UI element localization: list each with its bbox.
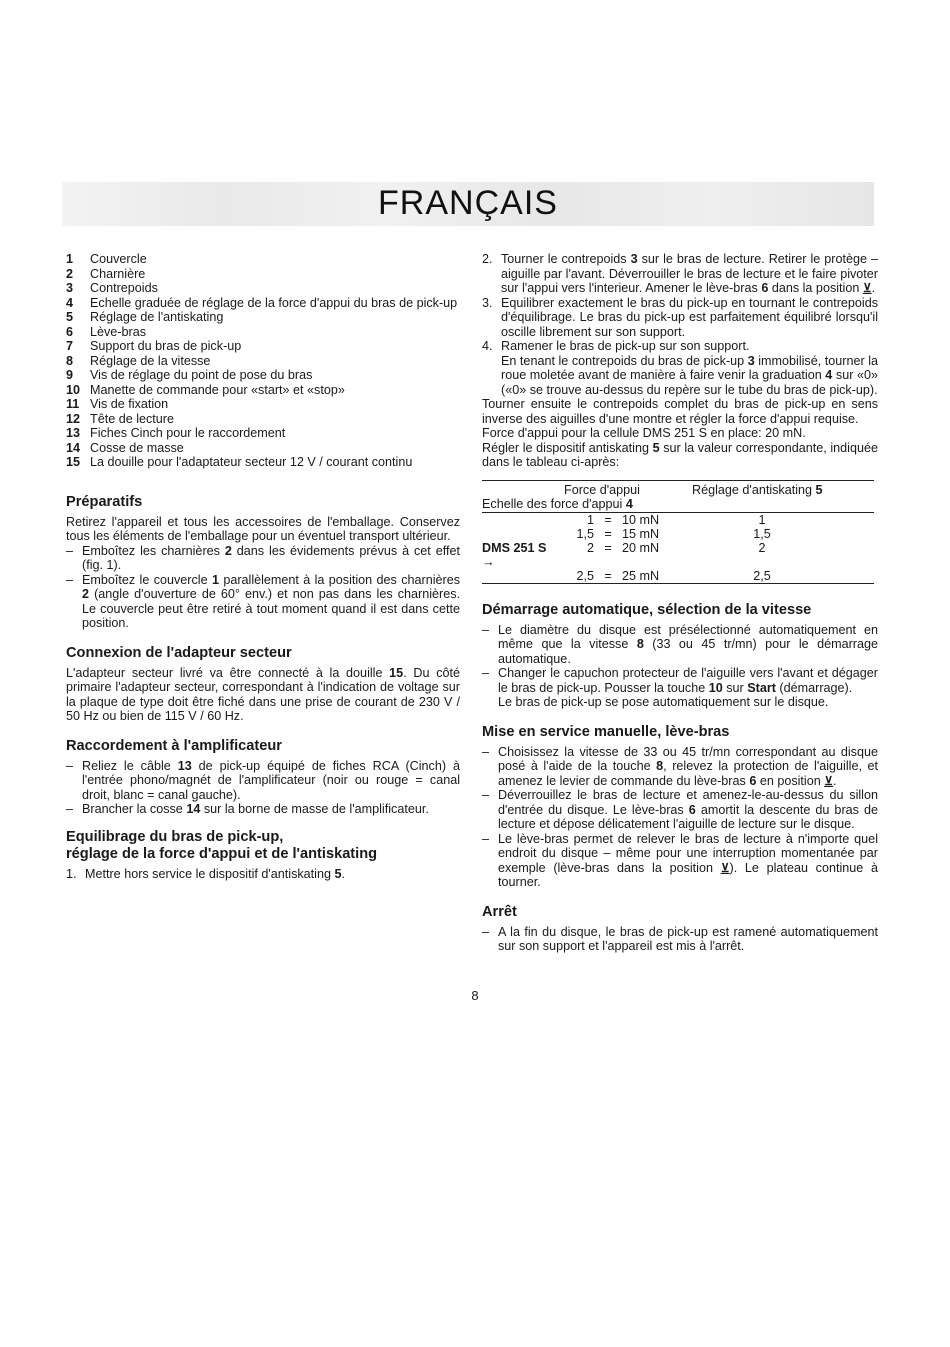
- step-number: 1.: [66, 866, 77, 881]
- text: Ramener le bras de pick-up sur son support.: [501, 339, 750, 353]
- header-line: Echelle des force d'appui: [482, 496, 626, 511]
- table-row: [482, 513, 874, 527]
- part-number: 12: [66, 411, 81, 426]
- ref-number: 5: [334, 866, 342, 881]
- part-label: Contrepoids: [90, 281, 158, 295]
- part-label: Charnière: [90, 266, 146, 281]
- dash-bullet: –: [66, 543, 74, 558]
- right-column: [482, 252, 878, 954]
- text: Reliez le câble: [82, 758, 178, 773]
- text: Déverrouillez le bras de lecture et amenez-le-au-dessus du sillon d'entrée du disque. Le lève-bras: [498, 788, 878, 817]
- cell-antiskating: 1: [758, 512, 766, 527]
- text: , relevez la protection de l'aiguille, et amenez le levier de commande du lève-bras: [498, 759, 878, 788]
- part-number: 13: [66, 426, 81, 440]
- list-item: [482, 788, 878, 832]
- table-row: [482, 527, 874, 541]
- text: Le diamètre du disque est présélectionné automatiquement en même que la vitesse: [498, 622, 878, 651]
- equilibrage-steps-left: [66, 867, 460, 882]
- table-header: [482, 481, 874, 513]
- manuelle-list: [482, 745, 878, 890]
- text: Brancher la cosse: [82, 802, 187, 816]
- ref-number: 8: [636, 637, 644, 651]
- text: de pick-up équipé de fiches RCA (Cinch) à l'entrée phono/magnét de l'amplificateur (noir ou rouge = canal droit, blanc = canal gauche).: [82, 758, 460, 802]
- demarrage-list: [482, 623, 878, 710]
- heading-line: réglage de la force d'appui et de l'antiskating: [66, 845, 378, 862]
- ref-number: 2: [82, 587, 90, 601]
- step-number: 3.: [482, 295, 493, 310]
- dash-bullet: –: [482, 788, 490, 802]
- equilibrage-para: Force d'appui pour la cellule DMS 251 S en place: 20 mN.: [482, 426, 806, 440]
- text: (33 ou 45 tr/mn) pour le démarrage automatique.: [498, 637, 878, 666]
- text: (angle d'ouverture de 60° env.) et non pas dans les charnières. Le couvercle peut être retiré à tout moment quand il est dans cette position.: [82, 587, 460, 630]
- cell-antiskating: 2,5: [753, 568, 771, 583]
- part-number: 5: [66, 310, 74, 324]
- cell-eq: =: [604, 526, 612, 541]
- section-heading-raccordement: Raccordement à l'amplificateur: [66, 737, 282, 754]
- part-label: Cosse de masse: [90, 440, 184, 455]
- row-label: [482, 527, 556, 541]
- parts-list: [66, 252, 460, 470]
- part-label: Réglage de l'antiskating: [90, 310, 224, 324]
- part-label: Vis de fixation: [90, 397, 169, 411]
- text: Mettre hors service le dispositif d'antiskating: [85, 866, 335, 881]
- section-heading-demarrage: Démarrage automatique, sélection de la vitesse: [482, 601, 812, 618]
- text: .: [341, 866, 346, 881]
- arret-list: [482, 925, 878, 954]
- list-item: [66, 267, 460, 282]
- part-number: 14: [66, 440, 81, 455]
- list-item: [66, 339, 460, 354]
- text: ). Le plateau continue à tourner.: [498, 860, 878, 889]
- part-number: 15: [66, 455, 81, 469]
- preparatifs-list: [66, 544, 460, 631]
- row-label: [482, 513, 556, 527]
- list-item: [66, 455, 460, 470]
- text: sur la valeur correspondante, indiquée dans le tableau ci-après:: [482, 440, 878, 469]
- header-line: Force d'appui: [564, 482, 640, 497]
- list-item: [66, 296, 460, 311]
- text: Le bras de pick-up se pose automatiquement sur le disque.: [498, 695, 829, 709]
- text: Equilibrer exactement le bras du pick-up en tournant le contrepoids d'équilibrage. Le bras du pick-up est parfaitement équilibré lorsqu'il oscille librement sur son support.: [501, 295, 878, 339]
- text: En tenant le contrepoids du bras de pick-up: [501, 353, 748, 368]
- dash-bullet: –: [66, 572, 74, 587]
- page-number: 8: [471, 988, 479, 1003]
- list-item: [66, 759, 460, 803]
- ref-number: 13: [177, 758, 192, 773]
- section-heading-preparatifs: Préparatifs: [66, 493, 143, 510]
- arm-lift-down-icon: ⊻: [720, 860, 730, 875]
- list-item: [66, 354, 460, 369]
- table-row: [482, 541, 874, 569]
- list-item: [482, 252, 878, 296]
- part-number: 6: [66, 324, 74, 339]
- ref-number: 10: [708, 680, 723, 695]
- section-heading-connexion: Connexion de l'adapteur secteur: [66, 644, 292, 661]
- column-header-force: [482, 483, 692, 511]
- part-label: Manette de commande pour «start» et «stop»: [90, 382, 345, 397]
- list-item: [66, 368, 460, 383]
- part-label: Vis de réglage du point de pose du bras: [90, 368, 313, 382]
- cell-mn: 10 mN: [622, 512, 660, 527]
- part-number: 9: [66, 368, 74, 382]
- text: .: [833, 773, 837, 788]
- list-item: [66, 325, 460, 340]
- list-item: [482, 832, 878, 890]
- list-item: [482, 925, 878, 954]
- table-row: [482, 569, 874, 583]
- connexion-text: [66, 666, 460, 724]
- equilibrage-para: [482, 441, 878, 470]
- ref-number: 5: [652, 440, 660, 455]
- cell-antiskating: 1,5: [753, 526, 771, 541]
- text: parallèlement à la position des charnières: [218, 572, 460, 587]
- part-label: Echelle graduée de réglage de la force d'appui du bras de pick-up: [90, 295, 458, 310]
- row-label: [482, 569, 556, 583]
- text: Régler le dispositif antiskating: [482, 440, 653, 455]
- list-item: [66, 252, 460, 267]
- ref-number: 3: [747, 353, 755, 368]
- part-number: 1: [66, 252, 74, 266]
- dash-bullet: –: [482, 831, 490, 846]
- section-heading-manuelle: Mise en service manuelle, lève-bras: [482, 723, 730, 740]
- preparatifs-intro: Retirez l'appareil et tous les accessoires de l'emballage. Conservez tous les éléments de l'emballage pour un éventuel transport ultérieur.: [66, 514, 460, 543]
- cell-antiskating: 2: [758, 540, 766, 555]
- ref-number: 1: [211, 572, 219, 587]
- list-item: [66, 802, 460, 817]
- list-item: [66, 310, 460, 325]
- list-item: [66, 397, 460, 412]
- ref-number: 5: [815, 482, 823, 497]
- row-label: DMS 251 S →: [482, 540, 547, 569]
- raccordement-list: [66, 759, 460, 817]
- part-number: 3: [66, 281, 74, 295]
- cell-force: 1,5: [576, 526, 594, 541]
- list-item: [482, 666, 878, 710]
- list-item: [66, 441, 460, 456]
- column-header-antiskating: [692, 483, 874, 511]
- part-number: 11: [66, 397, 80, 411]
- text: sur: [722, 680, 748, 695]
- part-label: Réglage de la vitesse: [90, 353, 211, 368]
- text: en position: [756, 773, 825, 788]
- list-item: [66, 426, 460, 441]
- ref-number: 14: [186, 802, 201, 816]
- part-label: Support du bras de pick-up: [90, 339, 242, 353]
- text: Emboîtez les charnières: [82, 543, 225, 558]
- equilibrage-para: Tourner ensuite le contrepoids complet du bras de pick-up en sens inverse des aiguilles d'une montre et régler la force d'appui requise.: [482, 397, 878, 426]
- list-item: [66, 383, 460, 398]
- list-item: [66, 573, 460, 631]
- text: A la fin du disque, le bras de pick-up est ramené automatiquement sur son support et l'appareil est mis à l'arrêt.: [498, 924, 878, 953]
- cell-force: 2,5: [576, 568, 594, 583]
- part-number: 7: [66, 339, 74, 353]
- part-label: Tête de lecture: [90, 411, 175, 426]
- text: Choisissez la vitesse de 33 ou 45 tr/mn correspondant au disque posé à l'aide de la touche: [498, 744, 878, 773]
- part-label: Couvercle: [90, 252, 147, 266]
- text: dans la position: [768, 281, 863, 295]
- part-number: 2: [66, 266, 74, 281]
- text: sur le bras de lecture. Retirer le protège – aiguille par l'avant. Déverrouiller le bras de lecture et le faire pivoter sur l'appui vers l'interieur. Amener le lève-bras: [501, 252, 879, 295]
- text: Emboîtez le couvercle: [82, 572, 212, 587]
- dash-bullet: –: [482, 666, 490, 680]
- text: dans les évidements prévus à cet effet (fig. 1).: [82, 543, 461, 572]
- ref-number: 15: [389, 665, 404, 680]
- step-number: 2.: [482, 252, 493, 266]
- cell-force: 2: [586, 540, 594, 555]
- text: . Du côté primaire l'adapteur secteur, correspondant à l'indication de voltage sur la plaque de type doit être fiché dans une prise de courant de 230 V / 50 Hz ou bien de 115 V / 60 Hz.: [66, 665, 460, 723]
- list-item: [482, 745, 878, 789]
- text: (démarrage).: [775, 680, 853, 695]
- cell-eq: =: [604, 568, 612, 583]
- list-item: [66, 281, 460, 296]
- ref-number: 6: [749, 773, 757, 788]
- text: .: [871, 281, 876, 295]
- list-item: [482, 623, 878, 667]
- part-number: 4: [66, 295, 74, 310]
- ref-number: 4: [625, 496, 633, 511]
- dash-bullet: –: [66, 802, 74, 816]
- list-item: [66, 867, 460, 882]
- header-text: Réglage d'antiskating: [692, 482, 816, 497]
- part-number: 8: [66, 353, 74, 368]
- dash-bullet: –: [66, 758, 74, 773]
- text: amortit la descente du bras de lecture et dépose délicatement l'aiguille de lecture sur le disque.: [498, 802, 878, 831]
- cell-mn: 20 mN: [622, 540, 660, 555]
- list-item: [482, 296, 878, 340]
- part-label: Lève-bras: [90, 324, 147, 339]
- part-label: La douille pour l'adaptateur secteur 12 V / courant continu: [90, 455, 413, 469]
- text: sur «0» («0» se trouve au-dessus du repère sur le tube du bras de pick-up).: [501, 368, 878, 397]
- heading-line: Equilibrage du bras de pick-up,: [66, 828, 284, 845]
- ref-number: 8: [656, 759, 664, 773]
- part-number: 10: [66, 382, 81, 397]
- dash-bullet: –: [482, 924, 490, 939]
- cell-eq: =: [604, 540, 612, 555]
- cell-eq: =: [604, 512, 612, 527]
- arm-lift-down-icon: ⊻: [862, 281, 872, 295]
- dash-bullet: –: [482, 622, 490, 637]
- ref-number: 2: [224, 543, 232, 558]
- ref-number: 6: [761, 281, 769, 295]
- cell-mn: 25 mN: [622, 568, 660, 583]
- list-item: [66, 544, 460, 573]
- step-number: 4.: [482, 339, 493, 353]
- text: immobilisé, tourner la roue moletée avant de manière à faire venir la graduation: [501, 353, 878, 382]
- text: Tourner le contrepoids: [501, 252, 631, 266]
- antiskating-table: [482, 480, 874, 584]
- equilibrage-steps-right: [482, 252, 878, 397]
- text: Le lève-bras permet de relever le bras de lecture à n'importe quel endroit du disque – même pour une interruption momentanée par exemple (lève-bras dans la position: [498, 831, 878, 875]
- section-heading-arret: Arrêt: [482, 903, 517, 920]
- page-title: FRANÇAIS: [378, 184, 558, 222]
- text: sur la borne de masse de l'amplificateur.: [200, 802, 429, 816]
- list-item: [482, 339, 878, 397]
- text: L'adapteur secteur livré va être connecté à la douille: [66, 665, 390, 680]
- section-heading-equilibrage: [66, 829, 460, 863]
- part-label: Fiches Cinch pour le raccordement: [90, 426, 286, 440]
- ref-number: 3: [630, 252, 638, 266]
- start-label: Start: [747, 680, 776, 695]
- text: Changer le capuchon protecteur de l'aiguille vers l'avant et dégager le bras de pick-up. Pousser la touche: [498, 666, 878, 695]
- arm-lift-down-icon: ⊻: [824, 773, 834, 788]
- ref-number: 6: [688, 802, 696, 817]
- left-column: [66, 252, 460, 881]
- ref-number: 4: [825, 368, 833, 382]
- cell-force: 1: [586, 512, 594, 527]
- title-banner: [62, 182, 874, 226]
- cell-mn: 15 mN: [622, 526, 660, 541]
- dash-bullet: –: [482, 744, 490, 759]
- list-item: [66, 412, 460, 427]
